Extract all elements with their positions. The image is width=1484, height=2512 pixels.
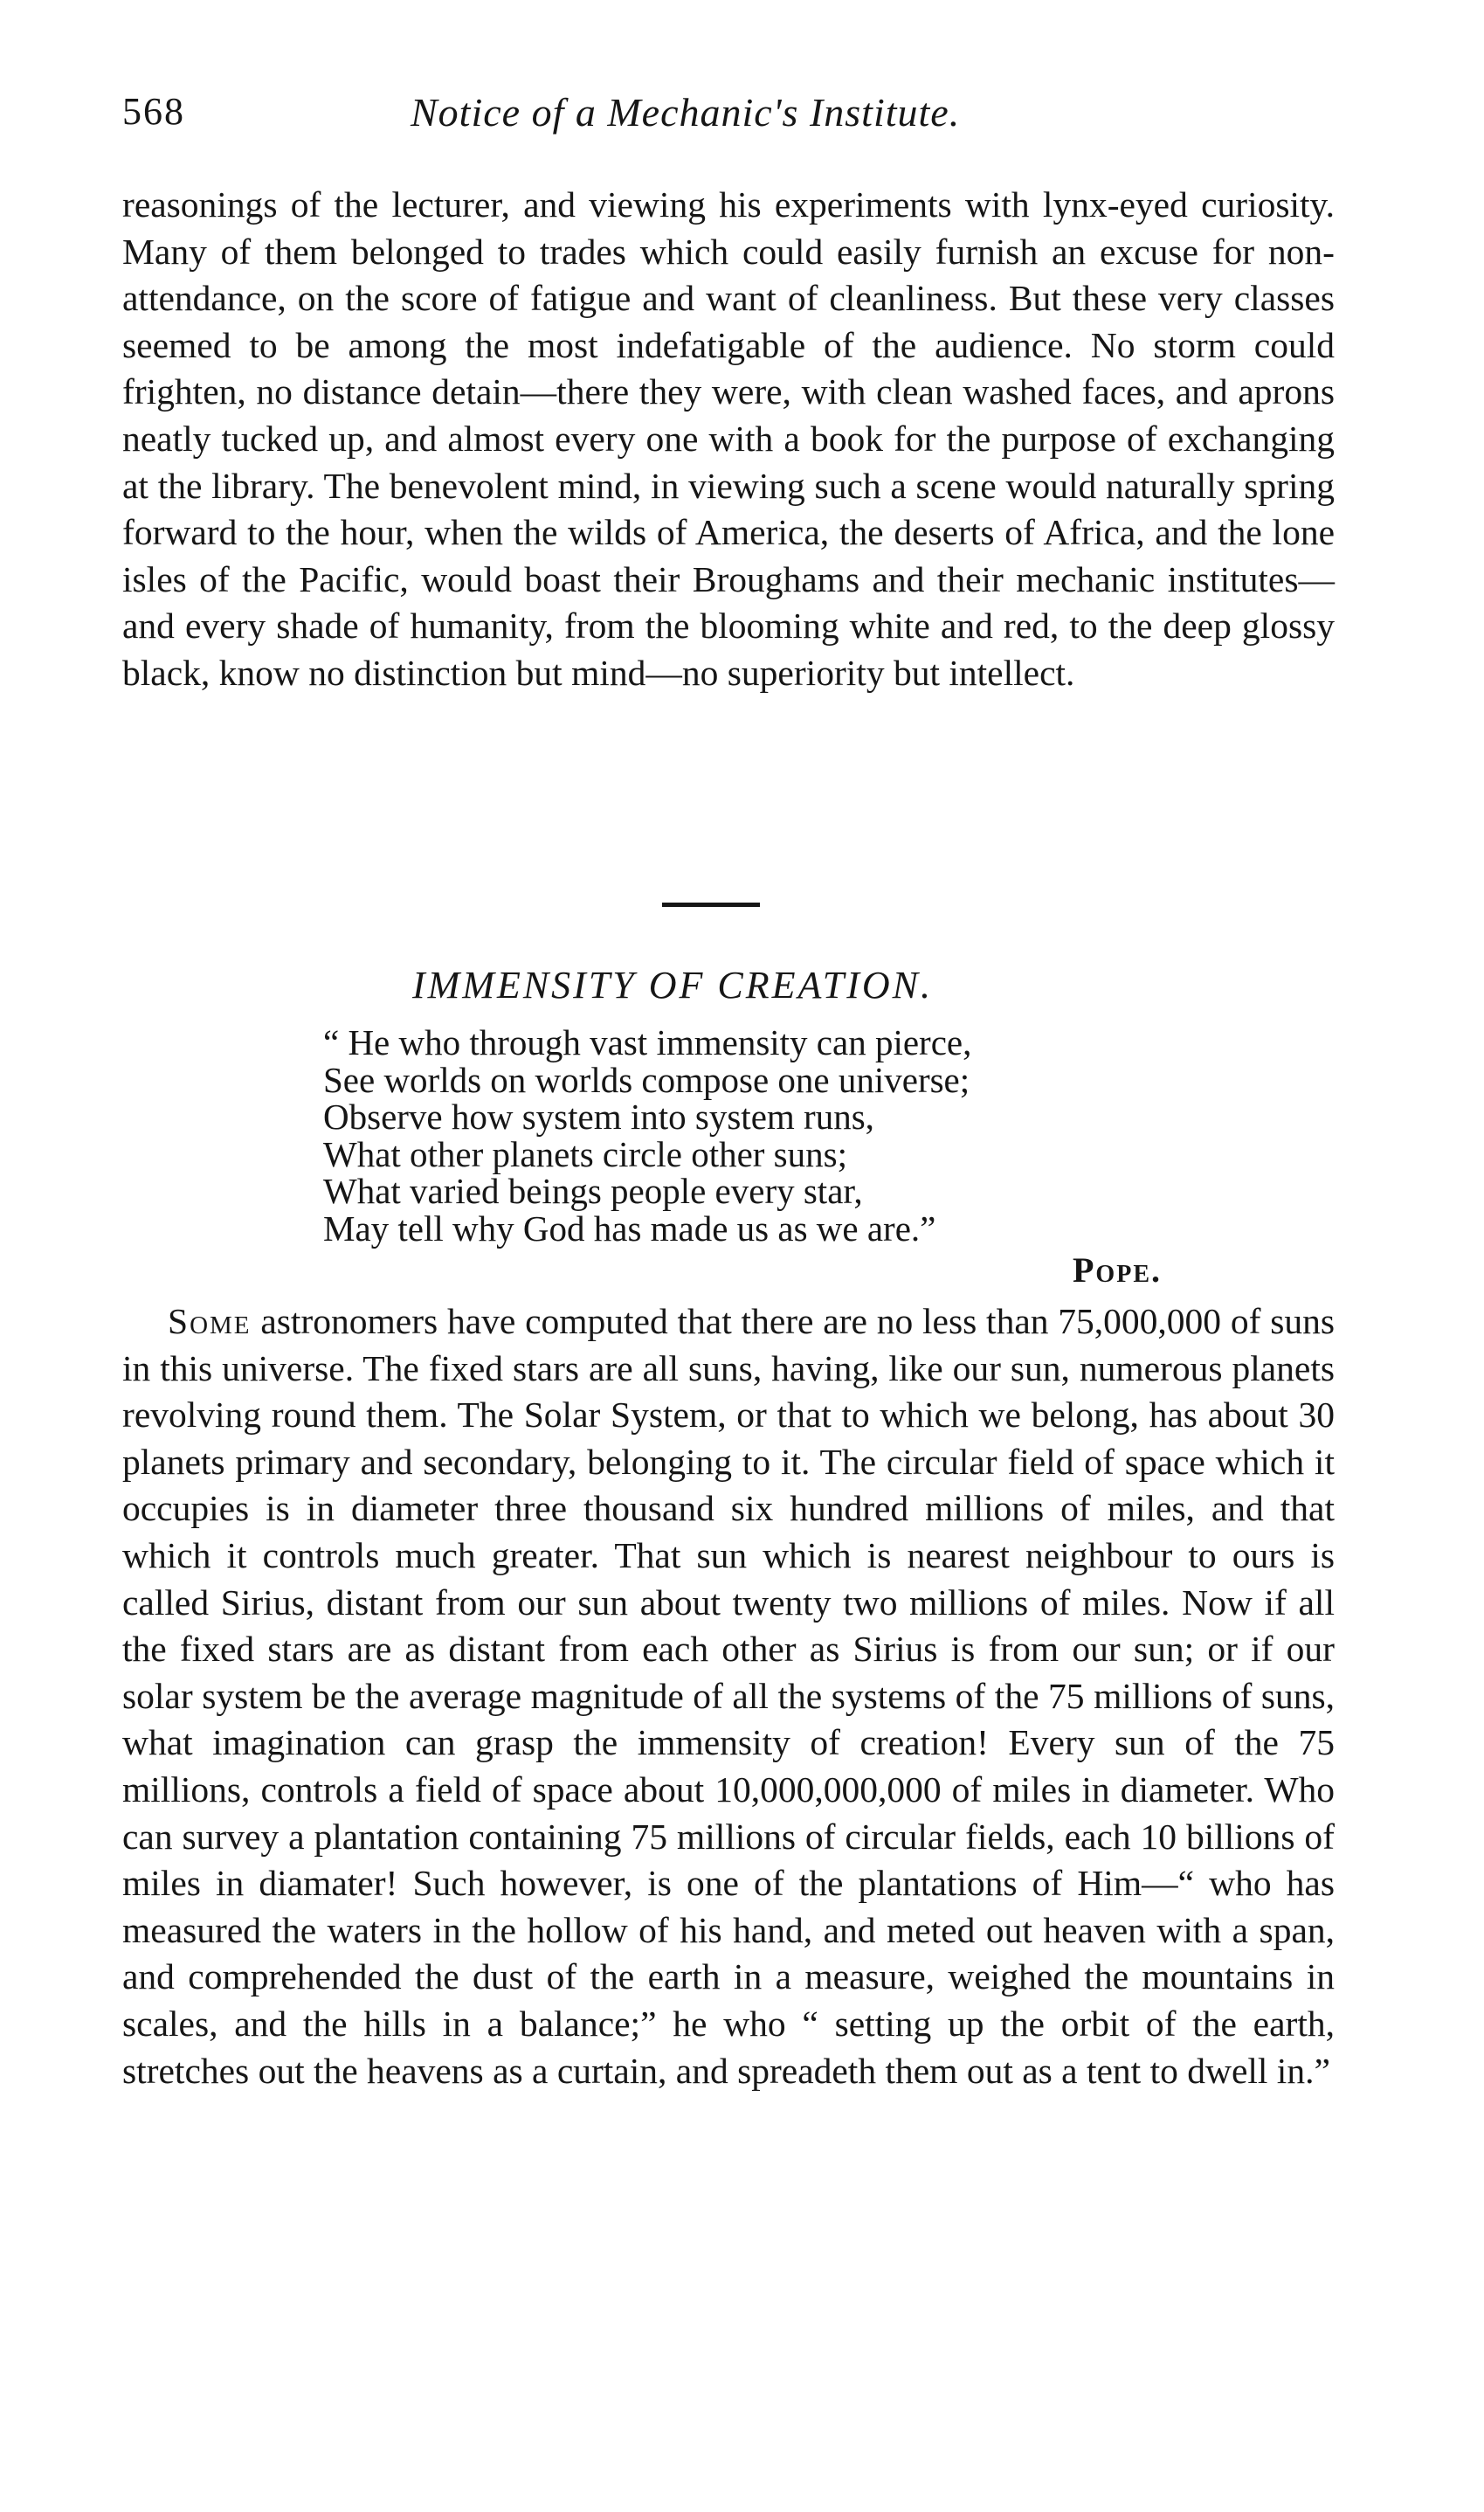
- running-title: Notice of a Mechanic's Institute.: [411, 90, 961, 135]
- poem-line: What other planets circle other suns;: [323, 1133, 847, 1174]
- epigraph-poem: [323, 1024, 1197, 1247]
- poem-line: Observe how system into system runs,: [323, 1097, 874, 1137]
- paragraph-body: astronomers have computed that there are no less than 75,000,000 of suns in this universe. The fixed stars are all suns, having, like our sun, numerous planets revolving round them. The Solar System, or that to which we belong, has about 30 planets primary and secondary, belonging to it. The circular field of space which it occupies is in diameter three thousand six hundred millions of miles, and that which it controls much greater. That sun which is nearest neighbour to ours is called Sirius, distant from our sun about twenty two millions of miles. Now if all the fixed stars are as distant from each other as Sirius is from our sun; or if our solar system be the average magnitude of all the systems of the 75 millions of suns, what imagination can grasp the immensity of creation! Every sun of the 75 millions, controls a field of space about 10,000,000,000 of miles in diameter. Who can survey a plantation containing 75 millions of circular fields, each 10 billions of miles in diamater! Such however, is one of the plantations of Him—“ who has measured the waters in the hollow of his hand, and meted out heaven with a span, and comprehended the dust of the earth in a measure, weighed the mountains in scales, and the hills in a balance;” he who “ setting up the orbit of the earth, stretches out the heavens as a curtain, and spreadeth them out as a tent to dwell in.”: [122, 1301, 1335, 2091]
- poem-attribution: Pope.: [1073, 1250, 1162, 1290]
- poem-line: See worlds on worlds compose one universe;: [323, 1059, 970, 1100]
- page-header: [122, 89, 1328, 142]
- page-number: 568: [122, 90, 185, 133]
- section-divider: [662, 903, 760, 907]
- paragraph-astronomers: [122, 1298, 1335, 2094]
- poem-line: What varied beings people every star,: [323, 1171, 863, 1211]
- paragraph-lecture-audience: reasonings of the lecturer, and viewing his experiments with lynx-eyed curiosity. Many of them belonged to trades which could easily furnish an excuse for non-attendance, on the score of fatigue and want of cleanliness. But these very classes seemed to be among the most indefatigable of the audience. No storm could frighten, no distance detain—there they were, with clean washed faces, and aprons neatly tucked up, and almost every one with a book for the purpose of exchanging at the library. The benevolent mind, in viewing such a scene would naturally spring forward to the hour, when the wilds of America, the deserts of Africa, and the lone isles of the Pacific, would boast their Broughams and their mechanic institutes—and every shade of humanity, from the blooming white and red, to the deep glossy black, know no distinction but mind—no superiority but intellect.: [122, 184, 1335, 693]
- poem-line: May tell why God has made us as we are.”: [323, 1208, 936, 1249]
- poem-line: “ He who through vast immensity can pierce,: [323, 1022, 972, 1062]
- section-title: IMMENSITY OF CREATION.: [412, 964, 934, 1007]
- paragraph-lead-word: Some: [168, 1301, 252, 1341]
